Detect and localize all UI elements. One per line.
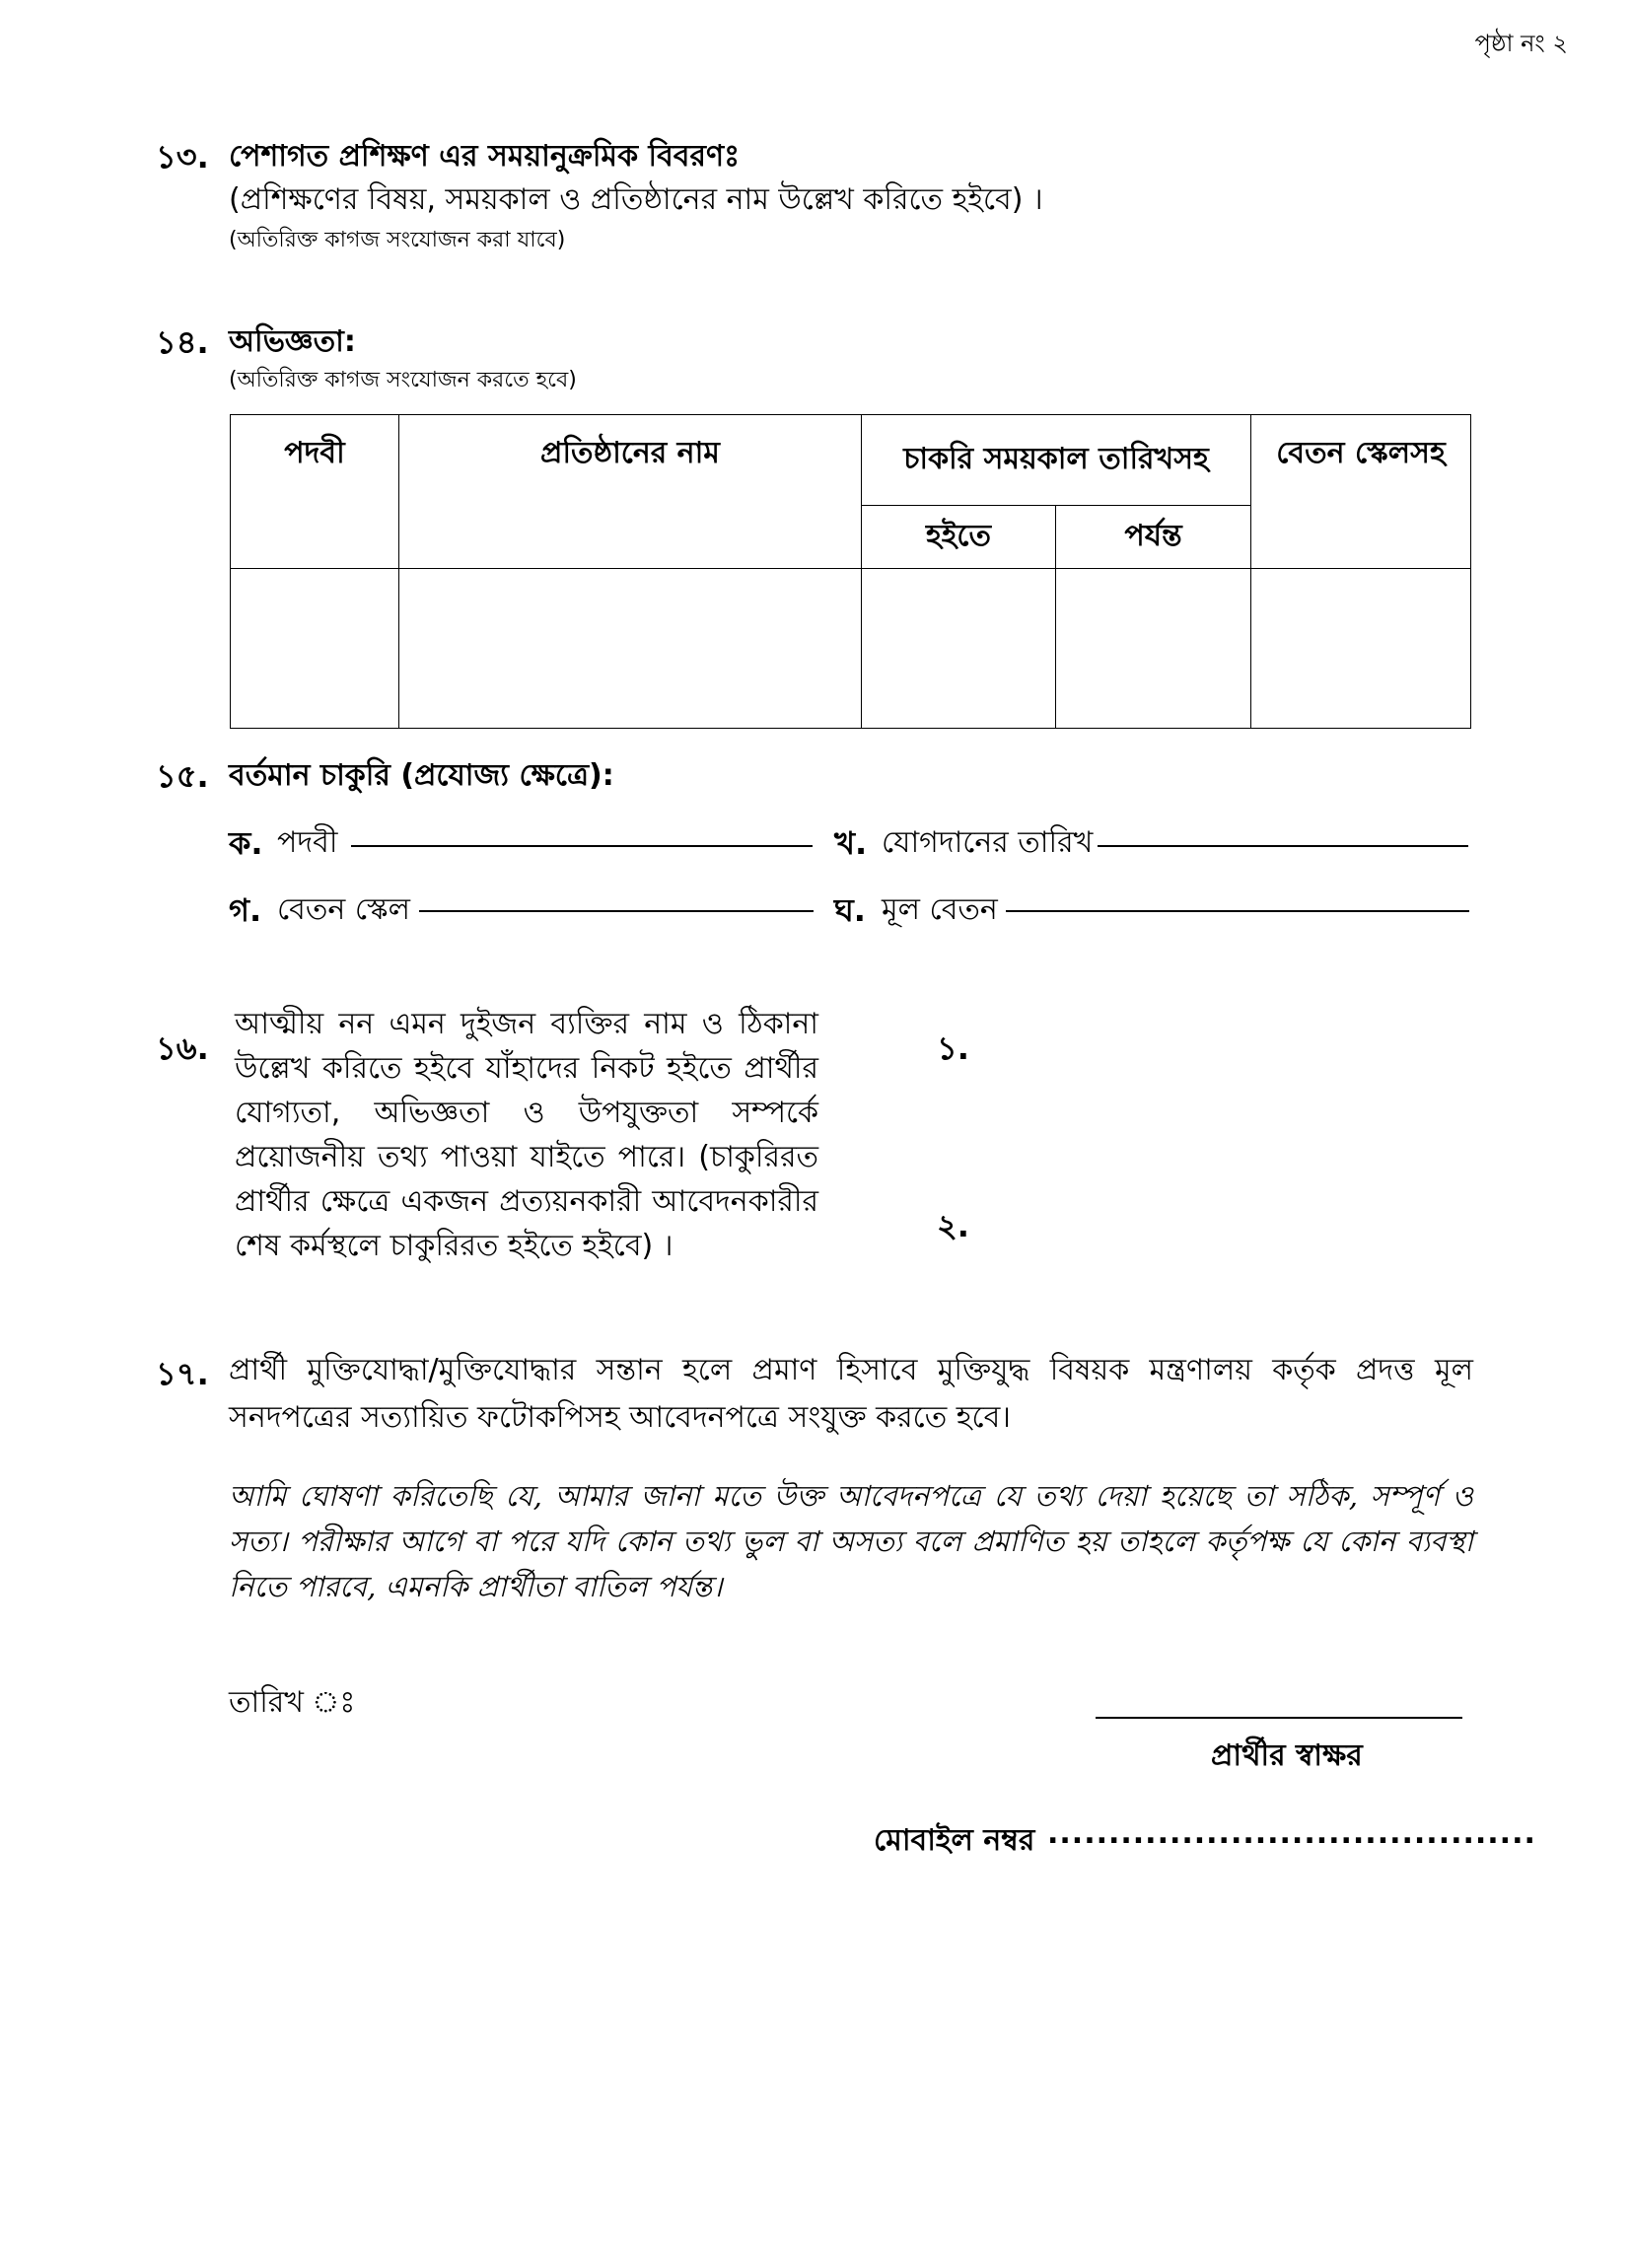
- cell-post[interactable]: [231, 569, 399, 729]
- section-16-number: ১৬.: [156, 1029, 209, 1067]
- cell-from[interactable]: [862, 569, 1056, 729]
- col-header-service-period: চাকরি সময়কাল তারিখসহ: [862, 415, 1251, 506]
- section-16-text: আত্মীয় নন এমন দুইজন ব্যক্তির নাম ও ঠিকানা উল্লেখ করিতে হইবে যাঁহাদের নিকট হইতে প্রার্থীর যোগ্যতা, অভিজ্ঞতা ও উপযুক্ততা সম্পর্কে প্রয়োজনীয় তথ্য পাওয়া যাইতে পারে। (চাকুরিরত প্রার্থীর ক্ষেত্রে একজন প্রত্যয়নকারী আবেদনকারীর শেষ কর্মস্থলে চাকুরিরত হইতে হইবে) ।: [235, 1007, 818, 1263]
- basic-salary-field[interactable]: [1006, 910, 1469, 912]
- page-number: পৃষ্ঠা নং ২: [1474, 30, 1568, 57]
- col-header-post: পদবী: [231, 415, 399, 569]
- col-header-to: পর্যন্ত: [1056, 506, 1251, 569]
- field-d-label: ঘ.: [834, 891, 866, 929]
- reference-2-label: ২.: [937, 1207, 969, 1244]
- cell-organization[interactable]: [399, 569, 862, 729]
- field-a-text: পদবী: [277, 825, 338, 860]
- joining-date-field[interactable]: [1098, 845, 1468, 847]
- mobile-number-field[interactable]: ........................................: [1047, 1816, 1536, 1851]
- declaration-text: আমি ঘোষণা করিতেছি যে, আমার জানা মতে উক্ত আবেদনপত্রে যে তথ্য দেয়া হয়েছে তা সঠিক, সম্পূর্ণ ও সত্য। পরীক্ষার আগে বা পরে যদি কোন তথ্য ভুল বা অসত্য বলে প্রমাণিত হয় তাহলে কর্তৃপক্ষ যে কোন ব্যবস্থা নিতে পারবে, এমনকি প্রার্থীতা বাতিল পর্যন্ত।: [229, 1479, 1473, 1603]
- section-14-note: (অতিরিক্ত কাগজ সংযোজন করতে হবে): [229, 368, 577, 392]
- section-13-instruction: (প্রশিক্ষণের বিষয়, সময়কাল ও প্রতিষ্ঠানের নাম উল্লেখ করিতে হইবে) ।: [229, 182, 1043, 217]
- table-row: [231, 569, 1471, 729]
- field-d-text: মূল বেতন: [882, 892, 998, 927]
- signature-label: প্রার্থীর স্বাক্ষর: [1211, 1738, 1363, 1773]
- signature-line[interactable]: [1096, 1717, 1462, 1719]
- field-b-label: খ.: [834, 824, 868, 862]
- section-13-number: ১৩.: [156, 138, 209, 176]
- field-c-label: গ.: [229, 891, 262, 929]
- section-13-title: পেশাগত প্রশিক্ষণ এর সময়ানুক্রমিক বিবরণঃ: [229, 139, 741, 174]
- col-header-organization: প্রতিষ্ঠানের নাম: [399, 415, 862, 569]
- post-field[interactable]: [351, 845, 813, 847]
- reference-1-label: ১.: [937, 1029, 969, 1067]
- field-b-text: যোগদানের তারিখ: [882, 825, 1094, 860]
- section-14-title: অভিজ্ঞতা:: [229, 324, 356, 359]
- section-15-number: ১৫.: [156, 757, 209, 795]
- col-header-from: হইতে: [862, 506, 1056, 569]
- experience-table: [230, 414, 1471, 729]
- salary-scale-field[interactable]: [419, 910, 814, 912]
- section-17-text: প্রার্থী মুক্তিযোদ্ধা/মুক্তিযোদ্ধার সন্তান হলে প্রমাণ হিসাবে মুক্তিযুদ্ধ বিষয়ক মন্ত্রণালয় কর্তৃক প্রদত্ত মূল সনদপত্রের সত্যায়িত ফটোকপিসহ আবেদনপত্রে সংযুক্ত করতে হবে।: [229, 1353, 1473, 1435]
- section-14-number: ১৪.: [156, 323, 209, 361]
- section-17-number: ১৭.: [156, 1355, 209, 1392]
- section-13-note: (অতিরিক্ত কাগজ সংযোজন করা যাবে): [229, 228, 566, 252]
- date-label: তারিখ ঃ: [229, 1685, 356, 1720]
- field-c-text: বেতন স্কেল: [277, 892, 410, 927]
- cell-to[interactable]: [1056, 569, 1251, 729]
- field-a-label: ক.: [229, 824, 263, 862]
- col-header-salary-scale: বেতন স্কেলসহ: [1251, 415, 1471, 569]
- mobile-label: মোবাইল নম্বর: [874, 1823, 1035, 1858]
- cell-salary-scale[interactable]: [1251, 569, 1471, 729]
- section-15-title: বর্তমান চাকুরি (প্রযোজ্য ক্ষেত্রে):: [229, 758, 614, 793]
